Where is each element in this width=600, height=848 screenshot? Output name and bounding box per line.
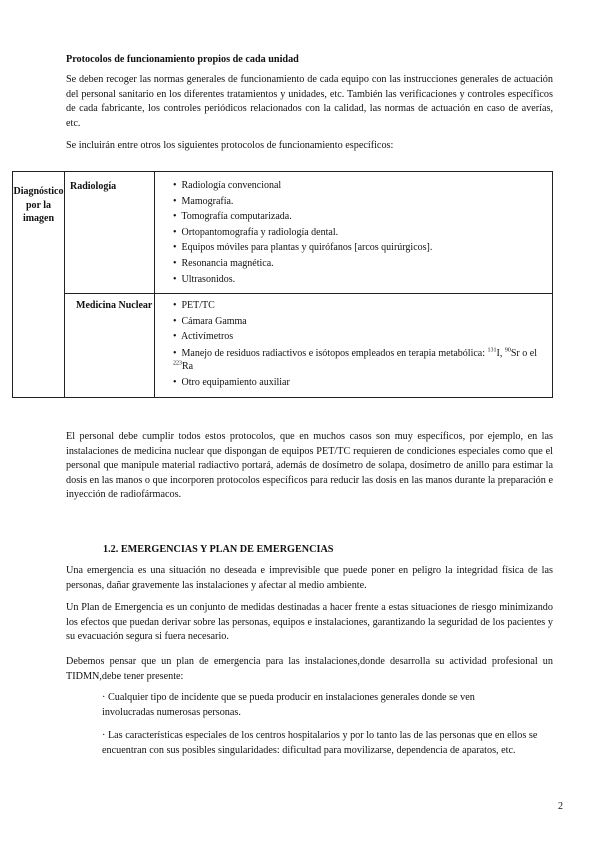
category-medicina-nuclear: Medicina Nuclear [65, 294, 155, 397]
isotope-mass: 223 [173, 360, 182, 367]
table-row-medicina-nuclear [13, 294, 553, 397]
list-item: • Tomografía computarizada. [173, 209, 552, 225]
isotope-symbol: Ra [182, 360, 194, 372]
list-item: • Mamografía. [173, 194, 552, 210]
section-title-protocolos: Protocolos de funcionamiento propios de cada unidad [66, 54, 299, 65]
bullet-icon: • [173, 300, 177, 312]
bullet-icon: • [173, 273, 177, 285]
isotope-mass: 90 [504, 347, 511, 354]
page-number: 2 [558, 801, 563, 812]
list-item: • Otro equipamiento auxiliar [173, 375, 552, 391]
isotope-mass: 131 [487, 347, 497, 354]
list-item: • Radiología convencional [173, 178, 552, 194]
list-item: • Resonancia magnética. [173, 256, 552, 272]
bullet-icon: • [173, 180, 177, 191]
radiologia-items-cell [155, 172, 553, 294]
list-item-caracteristicas: · Las características especiales de los centros hospitalarios y por lo tanto las de las personas que en ellos se encuentran con sus posibles singularidades: dificultad para movilizarse, dependencia de aparatos, etc. [102, 730, 538, 756]
list-item: • Cámara Gamma [173, 314, 552, 330]
list-item-incidente: · Cualquier tipo de incidente que se pueda producir en instalaciones generales donde se ven involucradas numerosas personas. [102, 692, 475, 718]
list-item: • Equipos móviles para plantas y quirófanos [arcos quirúrgicos]. [173, 240, 552, 256]
medicina-nuclear-items-cell [155, 294, 553, 397]
bullet-icon: • [173, 331, 177, 343]
radiologia-list [155, 178, 552, 287]
bullet-icon: • [173, 257, 177, 269]
bullet-icon: • [173, 211, 177, 223]
paragraph-plan-emergencia: Un Plan de Emergencia es un conjunto de medidas destinadas a hacer frente a estas situaciones de riesgo minimizando los efectos que puedan derivar sobre las personas, equipos e instalaciones, garantizando la seguridad de los pacientes y su evacuación segura si fuera necesario. [66, 602, 553, 642]
paragraph-protocolos-especificos: Se incluirán entre otros los siguientes protocolos de funcionamiento específicos: [66, 140, 394, 151]
bullet-icon: • [173, 195, 177, 207]
medicina-nuclear-list [155, 298, 552, 390]
paragraph-definicion-emergencia: Una emergencia es una situación no deseada e imprevisible que puede poner en peligro la integridad física de las personas, dañar gravemente las instalaciones y afectar al medio ambiente. [66, 565, 553, 591]
paragraph-debemos-pensar: Debemos pensar que un plan de emergencia para las instalaciones,donde desarrolla su actividad profesional un TIDMN,debe tener presente: [66, 656, 553, 682]
list-item: • Ortopantomografía y radiología dental. [173, 225, 552, 241]
row-header-diagnostico: Diagnóstico por la imagen [13, 172, 65, 398]
protocols-table [12, 171, 553, 398]
paragraph-normas-generales: Se deben recoger las normas generales de funcionamiento de cada equipo con las instrucciones generales de actuación del personal sanitario en los diferentes tratamientos y unidades, etc. También las verificaciones y controles específicos de cada fabricante, los controles periódicos relacionados con la calidad, las normas de actuación en caso de averías, etc. [66, 74, 553, 129]
bullet-icon: • [173, 242, 177, 254]
bullet-icon: • [173, 347, 177, 359]
isotope-symbol: I, [496, 347, 503, 359]
list-item-residuos: • Manejo de residuos radiactivos e isótopos empleados en terapia metabólica: $^{131}$I, $^{90}$Sr o el $^{223}$Ra [173, 347, 537, 372]
list-item: • PET/TC [173, 298, 552, 314]
category-radiologia: Radiología [65, 172, 155, 294]
list-item: • Activímetros [173, 329, 552, 345]
table-row-radiologia [13, 172, 553, 294]
section-heading-emergencias: 1.2. EMERGENCIAS Y PLAN DE EMERGENCIAS [103, 544, 334, 555]
list-item: • Ultrasonidos. [173, 272, 552, 288]
bullet-icon: • [173, 376, 177, 388]
bullet-icon: • [173, 226, 177, 238]
isotope-symbol: Sr o el [510, 347, 537, 359]
paragraph-personal-protocolos: El personal debe cumplir todos estos protocolos, que en muchos casos son muy específicos, por ejemplo, en las instalaciones de medicina nuclear que dispongan de equipos PET/TC requieren de condiciones especiales como que el personal que manipule material radiactivo portará, además de dosímetro de solapa, dosímetro de anillo para estimar la dosis en las manos o que incorporen protocolos específicos para reducir las dosis en las manos durante la preparación e inyección de radiofármacos. [66, 431, 553, 500]
bullet-icon: • [173, 315, 177, 327]
